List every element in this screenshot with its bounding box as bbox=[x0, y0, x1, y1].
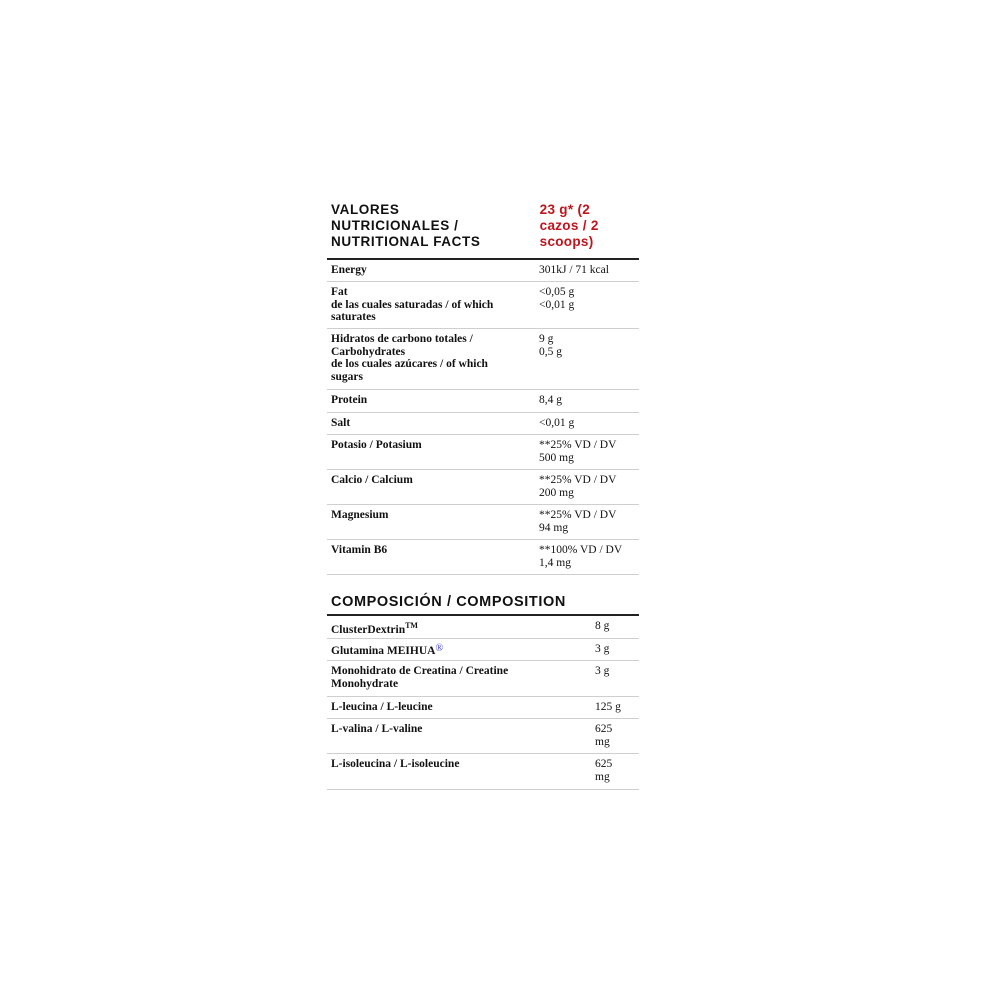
table-row bbox=[327, 697, 639, 719]
nutrient-name: Vitamin B6 bbox=[331, 544, 388, 556]
table-row bbox=[327, 413, 639, 435]
ingredient-amount: 625 mg bbox=[595, 758, 613, 783]
nutrient-name: Potasio / Potasium bbox=[331, 439, 422, 451]
nutrient-value: <0,05 g <0,01 g bbox=[539, 286, 575, 311]
table-row bbox=[327, 754, 639, 790]
registered-mark: ® bbox=[435, 643, 444, 654]
table-row bbox=[327, 505, 639, 540]
ingredient-name: L-leucina / L-leucine bbox=[331, 701, 433, 713]
table-row bbox=[327, 435, 639, 470]
serving-size: 23 g* (2 cazos / 2 scoops) bbox=[539, 202, 599, 249]
nutrition-title: VALORES NUTRICIONALES / NUTRITIONAL FACTS bbox=[331, 202, 481, 249]
nutrient-name: Salt bbox=[331, 417, 351, 429]
composition-title: COMPOSICIÓN / COMPOSITION bbox=[327, 593, 639, 616]
table-row bbox=[327, 661, 639, 697]
nutrient-value: **25% VD / DV 94 mg bbox=[539, 509, 617, 534]
table-row bbox=[327, 282, 639, 329]
nutrient-name: Fat de las cuales saturadas / of which saturates bbox=[331, 286, 494, 323]
ingredient-amount: 3 g bbox=[595, 665, 610, 677]
table-row bbox=[327, 390, 639, 413]
ingredient-amount: 625 mg bbox=[595, 723, 613, 748]
nutrition-table bbox=[327, 260, 639, 575]
nutrient-value: <0,01 g bbox=[539, 417, 575, 429]
trademark-mark: TM bbox=[405, 621, 418, 630]
nutrient-name: Magnesium bbox=[331, 509, 389, 521]
table-row bbox=[327, 719, 639, 754]
nutrition-panel bbox=[327, 202, 639, 790]
nutrient-value: **25% VD / DV 200 mg bbox=[539, 474, 617, 499]
nutrient-name: Protein bbox=[331, 394, 368, 406]
nutrient-name: Calcio / Calcium bbox=[331, 474, 413, 486]
ingredient-name: Monohidrato de Creatina / Creatine Monohydrate bbox=[331, 665, 509, 690]
nutrition-header bbox=[327, 202, 639, 260]
table-row bbox=[327, 470, 639, 505]
ingredient-name bbox=[327, 616, 595, 638]
ingredient-amount: 8 g bbox=[595, 620, 610, 632]
composition-table bbox=[327, 616, 639, 790]
table-row bbox=[327, 540, 639, 575]
nutrient-value: 8,4 g bbox=[539, 394, 562, 406]
ingredient-label: ClusterDextrin bbox=[331, 623, 406, 636]
ingredient-name: L-valina / L-valine bbox=[331, 723, 423, 735]
table-row bbox=[327, 329, 639, 390]
nutrient-value: 9 g 0,5 g bbox=[539, 333, 562, 358]
nutrient-value: **100% VD / DV 1,4 mg bbox=[539, 544, 623, 569]
nutrient-name: Hidratos de carbono totales / Carbohydrates de los cuales azúcares / of which sugars bbox=[331, 333, 488, 383]
ingredient-amount: 3 g bbox=[595, 643, 610, 655]
ingredient-amount: 125 g bbox=[595, 701, 621, 713]
nutrient-value: 301kJ / 71 kcal bbox=[539, 264, 609, 276]
ingredient-name: L-isoleucina / L-isoleucine bbox=[331, 758, 460, 770]
nutrient-name: Energy bbox=[331, 264, 367, 276]
ingredient-name bbox=[327, 639, 595, 660]
nutrient-value: **25% VD / DV 500 mg bbox=[539, 439, 617, 464]
table-row bbox=[327, 639, 639, 661]
table-row bbox=[327, 260, 639, 282]
table-row bbox=[327, 616, 639, 639]
ingredient-label: Glutamina MEIHUA bbox=[331, 645, 436, 657]
